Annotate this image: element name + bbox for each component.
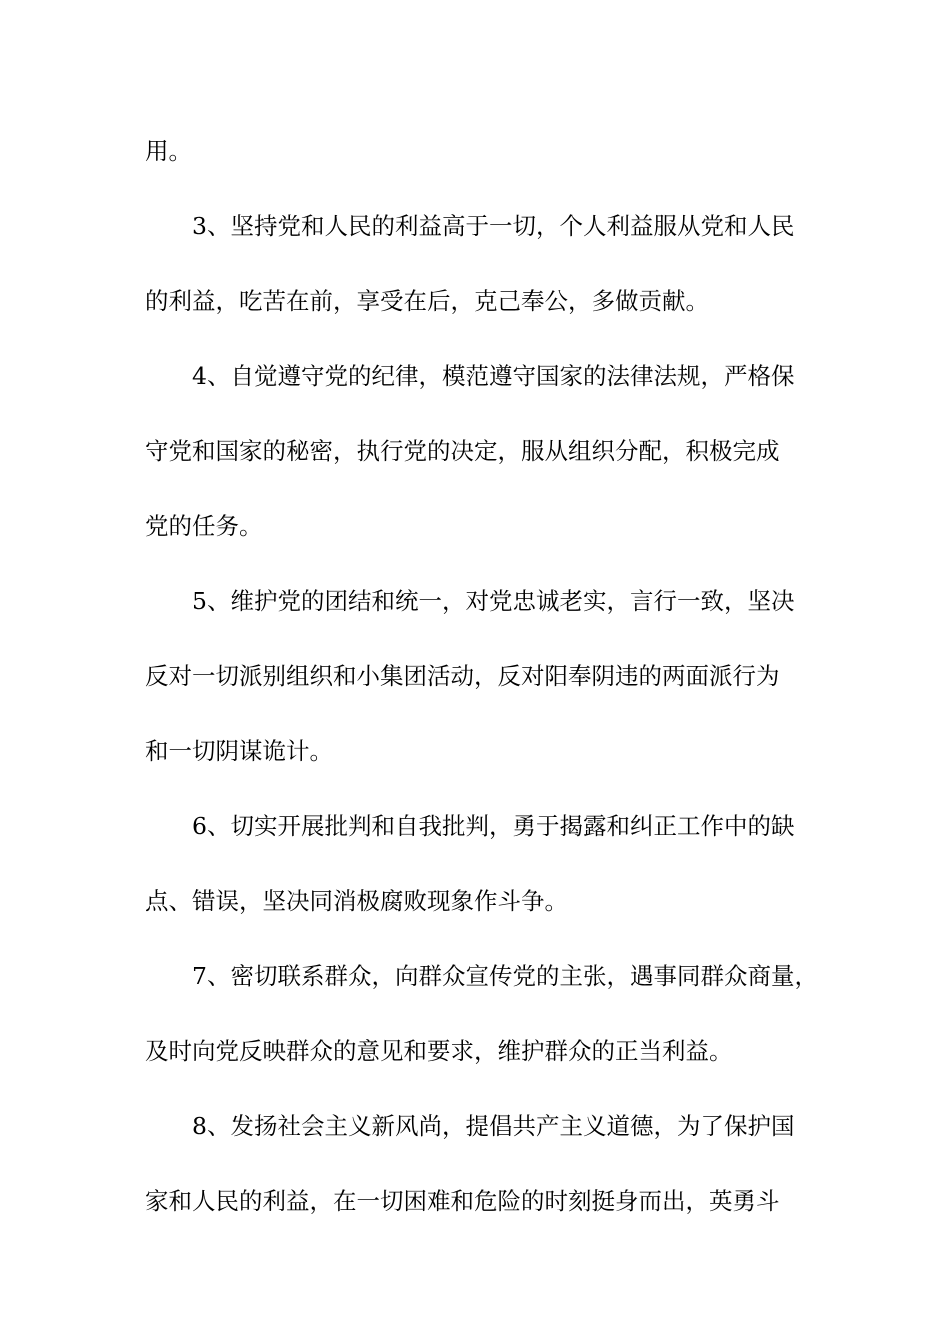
text-line: 及时向党反映群众的意见和要求，维护群众的正当利益。 [145, 1037, 733, 1065]
text-line: 和一切阴谋诡计。 [145, 737, 333, 765]
text-line: 7、密切联系群众，向群众宣传党的主张，遇事同群众商量， [192, 962, 818, 990]
text-line: 3、坚持党和人民的利益高于一切，个人利益服从党和人民 [192, 212, 795, 240]
text-line: 用。 [145, 137, 192, 165]
text-line: 反对一切派别组织和小集团活动，反对阳奉阴违的两面派行为 [145, 662, 780, 690]
text-line: 党的任务。 [145, 512, 263, 540]
text-line: 4、自觉遵守党的纪律，模范遵守国家的法律法规，严格保 [192, 362, 795, 390]
text-line: 点、错误，坚决同消极腐败现象作斗争。 [145, 887, 568, 915]
text-line: 家和人民的利益，在一切困难和危险的时刻挺身而出，英勇斗 [145, 1187, 780, 1215]
text-line: 的利益，吃苦在前，享受在后，克己奉公，多做贡献。 [145, 287, 709, 315]
text-line: 5、维护党的团结和统一，对党忠诚老实，言行一致，坚决 [192, 587, 795, 615]
text-line: 6、切实开展批判和自我批判，勇于揭露和纠正工作中的缺 [192, 812, 795, 840]
text-line: 8、发扬社会主义新风尚，提倡共产主义道德，为了保护国 [192, 1112, 795, 1140]
text-line: 守党和国家的秘密，执行党的决定，服从组织分配，积极完成 [145, 437, 780, 465]
